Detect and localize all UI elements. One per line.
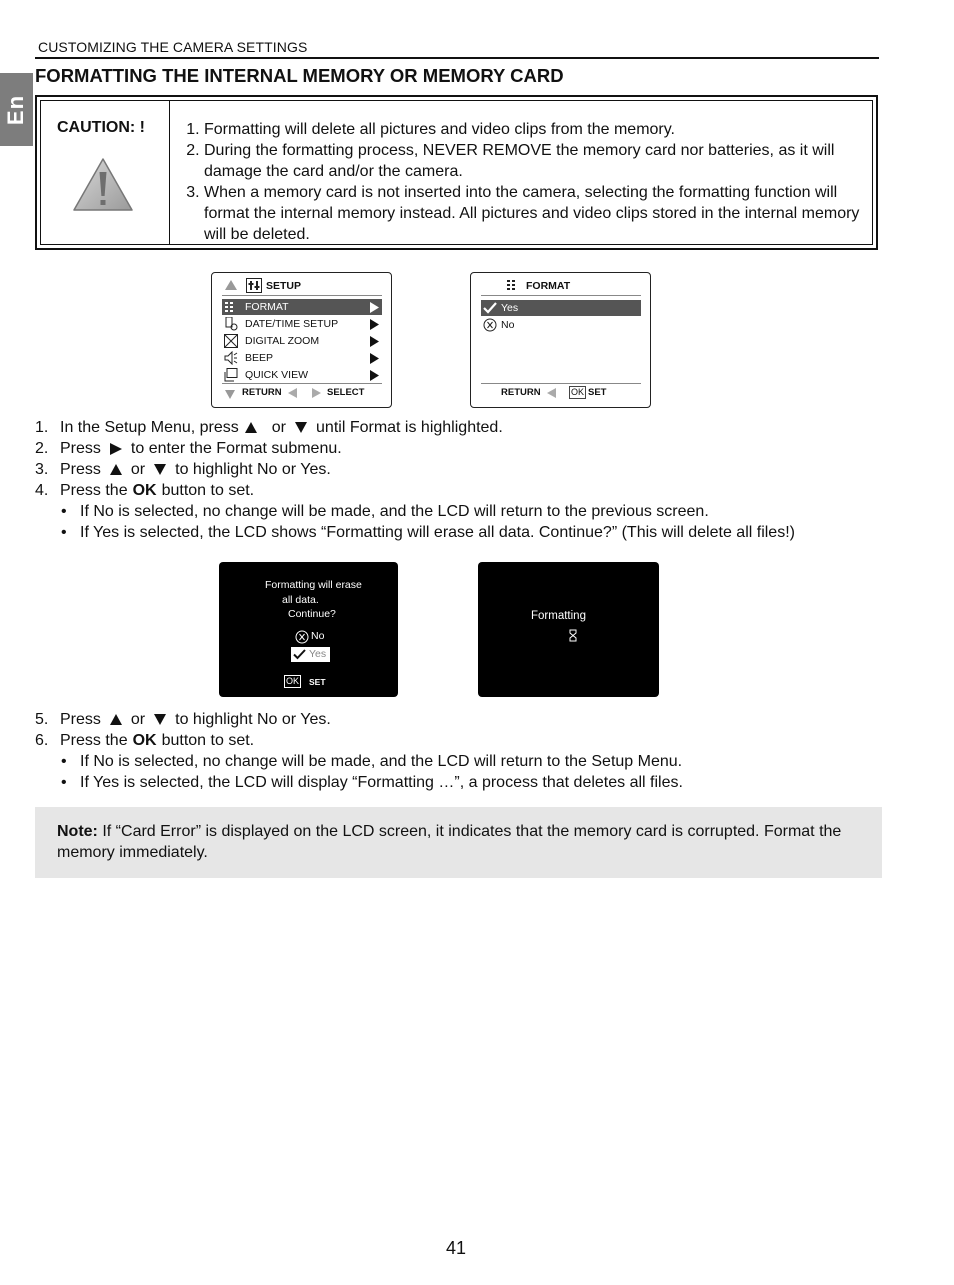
step-text: to highlight No or Yes. [175, 461, 331, 478]
down-arrow-icon [154, 464, 166, 475]
format-title: FORMAT [526, 280, 571, 292]
step-text: Press the [60, 732, 128, 749]
confirm-line: Formatting will erase [265, 579, 362, 591]
setup-menu-screen [211, 272, 392, 408]
ok-badge: OK [286, 676, 300, 686]
up-arrow-icon [110, 464, 122, 475]
up-arrow-icon [245, 422, 257, 433]
step-text: Press [60, 440, 101, 457]
setup-item-label: QUICK VIEW [245, 369, 309, 381]
confirm-option-yes-label: Yes [309, 648, 327, 660]
step-text: or [271, 419, 287, 436]
quick-view-icon [224, 368, 238, 382]
caution-label: CAUTION: ! [57, 119, 145, 136]
bullet: • [61, 524, 67, 541]
step-item [35, 459, 795, 480]
set-label: SET [588, 387, 607, 398]
note-box [35, 807, 882, 878]
section-label: CUSTOMIZING THE CAMERA SETTINGS [38, 39, 308, 55]
format-confirm-screen [219, 562, 398, 697]
step-number: 2. [35, 440, 49, 457]
ok-badge: OK [571, 387, 585, 397]
down-arrow-icon [225, 390, 235, 399]
down-arrow-icon [154, 714, 166, 725]
steps-list-a [35, 417, 795, 543]
format-option-no-label: No [501, 319, 515, 331]
step-text: Press the [60, 482, 128, 499]
hourglass-icon [569, 629, 577, 642]
checkmark-icon [293, 649, 306, 660]
up-arrow-icon [225, 280, 237, 290]
format-icon [506, 279, 519, 292]
setup-item-label: FORMAT [245, 301, 289, 313]
bullet-item [35, 772, 683, 793]
step-number: 1. [35, 419, 49, 436]
step-text: button to set. [161, 732, 255, 749]
header-rule [35, 57, 879, 59]
right-arrow-icon [370, 302, 379, 313]
step-text: Press [60, 461, 101, 478]
step-text: to highlight No or Yes. [175, 711, 331, 728]
right-arrow-icon [370, 319, 379, 330]
formatting-text: Formatting [531, 610, 586, 622]
checkmark-icon [483, 302, 497, 314]
step-item [35, 730, 683, 751]
caution-item: 1. Formatting will delete all pictures and video clips from the memory. [204, 119, 872, 140]
bullet-text: If Yes is selected, the LCD will display “Formatting …”, a process that deletes all files. [80, 774, 683, 791]
format-title-rule [481, 295, 641, 296]
return-label: RETURN [242, 387, 282, 398]
right-arrow-icon [312, 388, 321, 398]
setup-item-label: BEEP [245, 352, 274, 364]
language-tab-label: En [3, 94, 29, 125]
caution-item: 2. During the formatting process, NEVER REMOVE the memory card nor batteries, as it will damage the card and/or the camera. [204, 140, 872, 182]
steps-list-b [35, 709, 683, 793]
format-footer-rule [481, 383, 641, 384]
page-number: 41 [446, 1238, 467, 1258]
cancel-icon[interactable] [295, 630, 309, 644]
note-text: If “Card Error” is displayed on the LCD screen, it indicates that the memory card is corrupted. Format the memory immediately. [57, 823, 842, 861]
step-text: or [130, 711, 146, 728]
bullet-item [35, 501, 795, 522]
setup-icon [246, 278, 262, 293]
down-arrow-icon [295, 422, 307, 433]
page-title: FORMATTING THE INTERNAL MEMORY OR MEMORY CARD [35, 65, 564, 86]
right-arrow-icon [370, 353, 379, 364]
step-item [35, 438, 795, 459]
step-number: 5. [35, 711, 49, 728]
step-text: or [130, 461, 146, 478]
step-item [35, 480, 795, 501]
note-label: Note: [57, 823, 98, 840]
ok-button-label: OK [132, 732, 157, 749]
step-item [35, 709, 683, 730]
setup-title: SETUP [266, 280, 302, 292]
set-label: SET [309, 677, 326, 687]
format-option-yes-label: Yes [501, 302, 519, 314]
left-arrow-icon [288, 388, 297, 398]
bullet-item [35, 751, 683, 772]
step-text: In the Setup Menu, press [60, 419, 239, 436]
select-label: SELECT [327, 387, 365, 398]
zoom-icon [224, 334, 238, 348]
right-arrow-icon [370, 370, 379, 381]
confirm-line: Continue? [288, 608, 336, 620]
format-icon [224, 301, 237, 314]
step-text: Press [60, 711, 101, 728]
bullet-text: If No is selected, no change will be made, and the LCD will return to the previous screen. [80, 503, 709, 520]
right-arrow-icon [370, 336, 379, 347]
step-number: 4. [35, 482, 49, 499]
bullet-item [35, 522, 795, 543]
bullet-text: If Yes is selected, the LCD shows “Formatting will erase all data. Continue?” (This will delete all files!) [80, 524, 795, 541]
step-text: button to set. [161, 482, 255, 499]
return-label: RETURN [501, 387, 541, 398]
step-text: to enter the Format submenu. [130, 440, 342, 457]
setup-title-rule [222, 295, 382, 296]
confirm-option-no[interactable]: No [311, 630, 325, 642]
caution-list [182, 119, 872, 245]
speaker-icon [224, 351, 238, 365]
cancel-icon[interactable] [483, 318, 497, 332]
step-item [35, 417, 795, 438]
left-arrow-icon [547, 388, 556, 398]
language-tab [0, 73, 33, 146]
up-arrow-icon [110, 714, 122, 725]
setup-item-label: DATE/TIME SETUP [245, 318, 339, 330]
setup-item-label: DIGITAL ZOOM [245, 335, 320, 347]
bullet: • [61, 503, 67, 520]
setup-footer-rule [222, 383, 382, 384]
confirm-line: all data. [282, 594, 319, 606]
clock-icon [224, 317, 238, 331]
format-menu-screen [470, 272, 651, 408]
step-number: 3. [35, 461, 49, 478]
bullet: • [61, 753, 67, 770]
step-text: until Format is highlighted. [316, 419, 503, 436]
ok-button-label: OK [132, 482, 157, 499]
caution-item: 3. When a memory card is not inserted into the camera, selecting the formatting function will format the internal memory instead. All pictures and video clips stored in the internal memory will be deleted. [204, 182, 872, 245]
caution-box [35, 95, 878, 250]
formatting-progress-screen [478, 562, 659, 697]
bullet: • [61, 774, 67, 791]
step-number: 6. [35, 732, 49, 749]
bullet-text: If No is selected, no change will be made, and the LCD will return to the Setup Menu. [80, 753, 683, 770]
right-arrow-icon [110, 443, 122, 455]
warning-triangle-icon [71, 156, 135, 214]
